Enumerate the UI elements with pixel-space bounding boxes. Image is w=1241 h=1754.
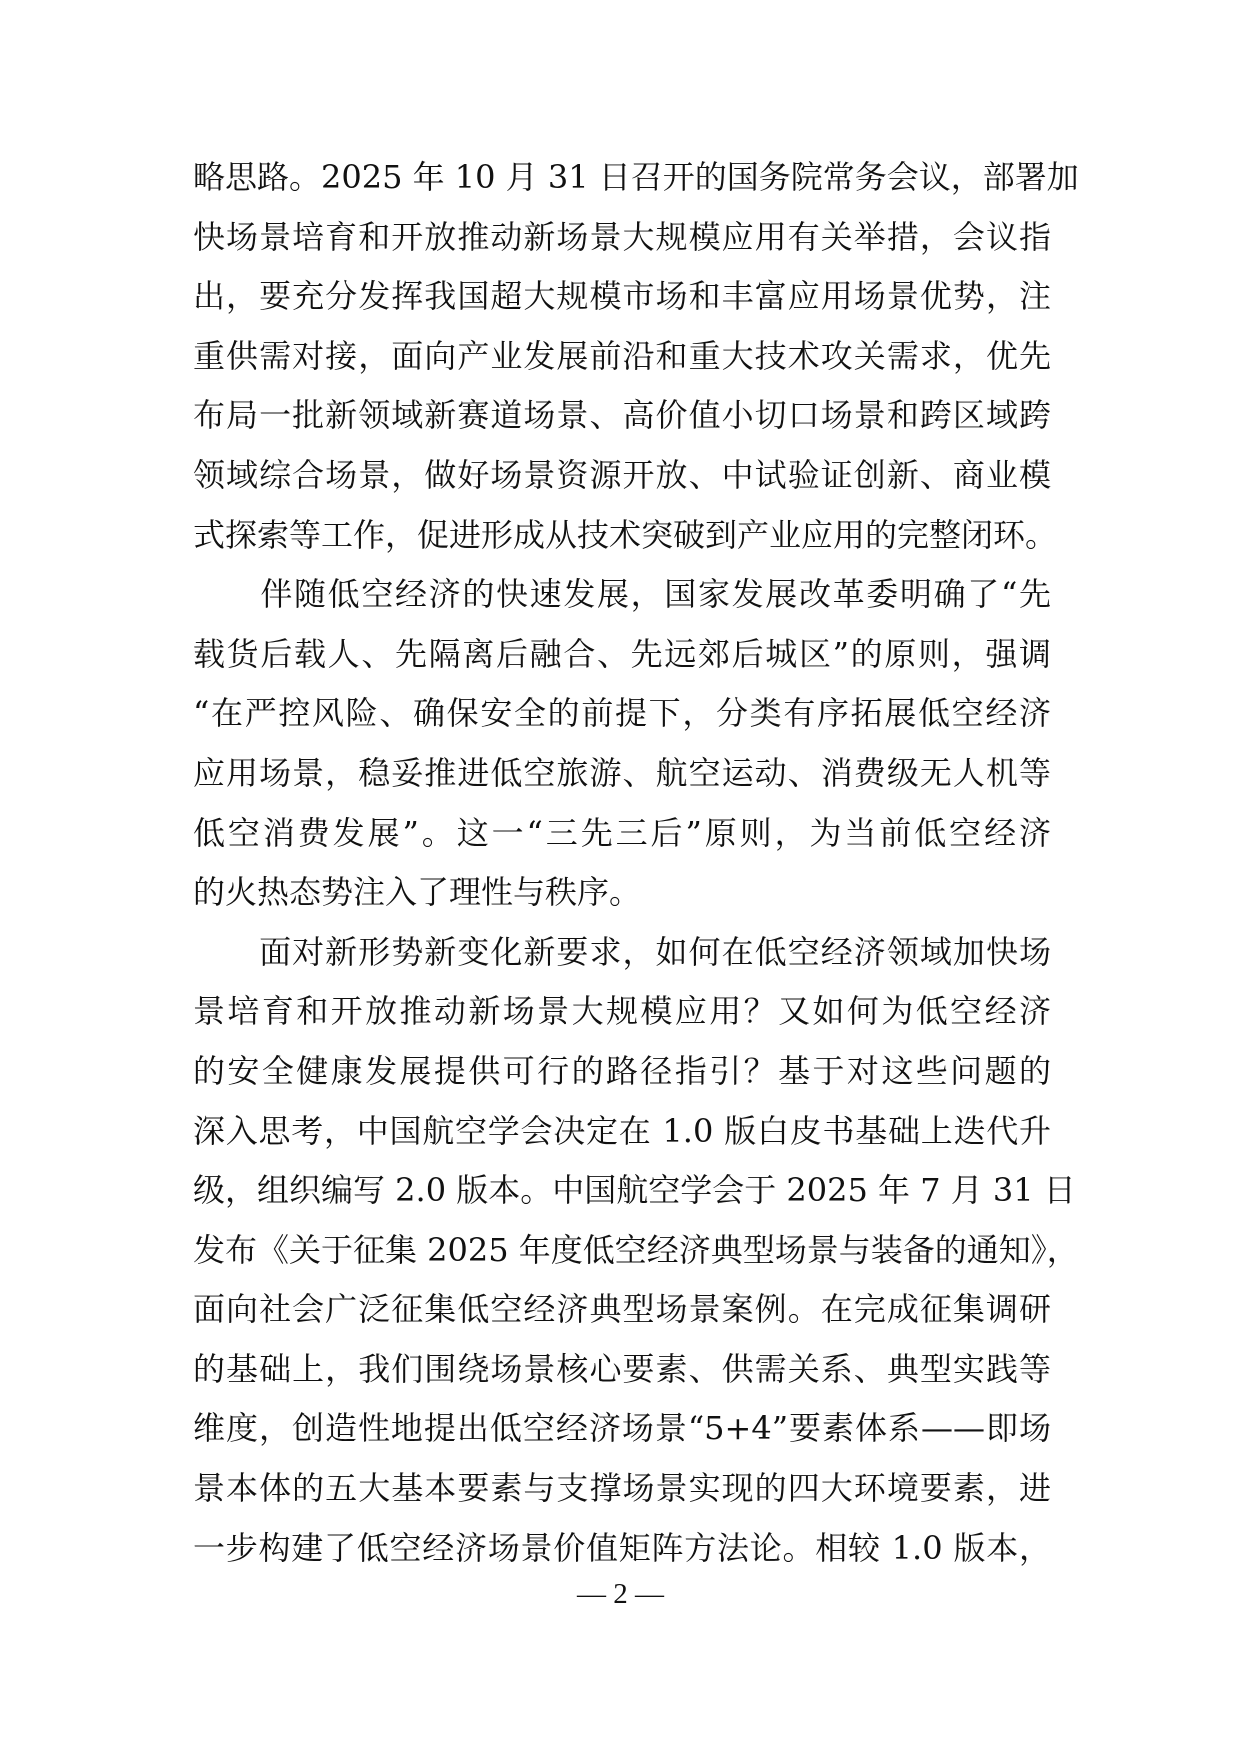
text-line: 伴随低空经济的快速发展，国家发展改革委明确了“先: [193, 575, 1051, 614]
text-line: 发布《关于征集 2025 年度低空经济典型场景与装备的通知》，: [193, 1230, 1079, 1269]
text-line: 领域综合场景，做好场景资源开放、中试验证创新、商业模: [193, 455, 1051, 494]
text-line: 景培育和开放推动新场景大规模应用？又如何为低空经济: [193, 992, 1051, 1031]
text-line: 一步构建了低空经济场景价值矩阵方法论。相较 1.0 版本，: [193, 1528, 1051, 1567]
text-line: 面对新形势新变化新要求，如何在低空经济领域加快场: [193, 932, 1051, 971]
text-line: 略思路。2025 年 10 月 31 日召开的国务院常务会议，部署加: [193, 158, 1079, 196]
text-line: 低空消费发展”。这一“三先三后”原则，为当前低空经济: [193, 813, 1051, 852]
page-number: — 2 —: [577, 1578, 664, 1610]
text-line: 的基础上，我们围绕场景核心要素、供需关系、典型实践等: [193, 1349, 1051, 1388]
text-line: 式探索等工作，促进形成从技术突破到产业应用的完整闭环。: [193, 515, 1058, 554]
text-line: 快场景培育和开放推动新场景大规模应用有关举措，会议指: [193, 217, 1051, 256]
text-line: 布局一批新领域新赛道场景、高价值小切口场景和跨区域跨: [193, 396, 1051, 435]
text-line: “在严控风险、确保安全的前提下，分类有序拓展低空经济: [193, 694, 1051, 733]
body-text: [193, 148, 1079, 1578]
text-line: 面向社会广泛征集低空经济典型场景案例。在完成征集调研: [193, 1290, 1051, 1329]
text-line: 景本体的五大基本要素与支撑场景实现的四大环境要素，进: [193, 1469, 1051, 1508]
text-line: 应用场景，稳妥推进低空旅游、航空运动、消费级无人机等: [193, 753, 1051, 792]
text-line: 深入思考，中国航空学会决定在 1.0 版白皮书基础上迭代升: [193, 1111, 1051, 1150]
text-line: 的火热态势注入了理性与秩序。: [193, 873, 642, 912]
text-line: 维度，创造性地提出低空经济场景“5+4”要素体系——即场: [193, 1409, 1051, 1448]
text-line: 载货后载人、先隔离后融合、先远郊后城区”的原则，强调: [193, 634, 1051, 673]
text-line: 重供需对接，面向产业发展前沿和重大技术攻关需求，优先: [193, 336, 1051, 375]
text-line: 级，组织编写 2.0 版本。中国航空学会于 2025 年 7 月 31 日: [193, 1171, 1076, 1210]
text-line: 出，要充分发挥我国超大规模市场和丰富应用场景优势，注: [193, 277, 1051, 316]
text-line: 的安全健康发展提供可行的路径指引？基于对这些问题的: [193, 1051, 1051, 1090]
